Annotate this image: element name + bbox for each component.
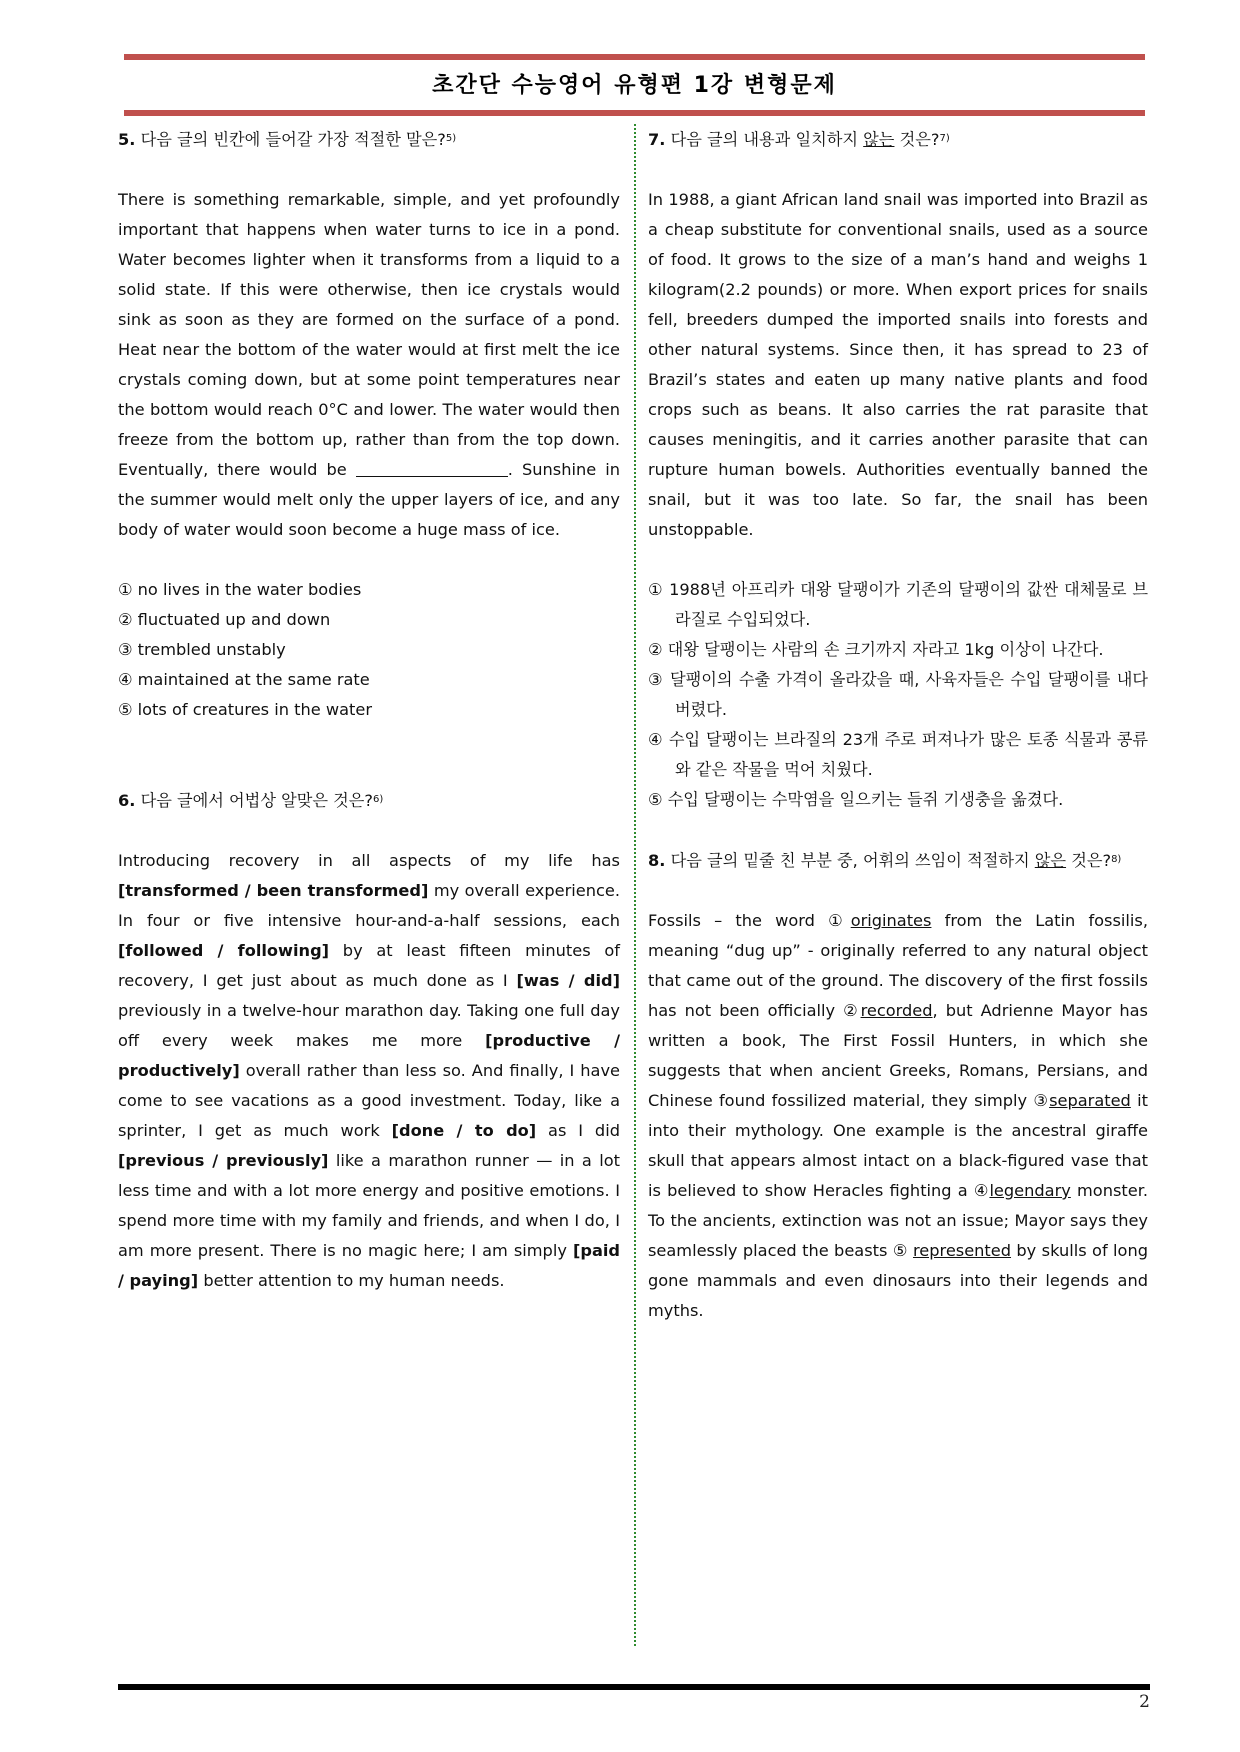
left-column [118, 124, 620, 1296]
option-5[interactable]: ⑤ 수입 달팽이는 수막염을 일으키는 들쥐 기생충을 옮겼다. [648, 790, 1064, 809]
question-5-options [118, 575, 620, 725]
question-8-passage [648, 906, 1148, 1326]
question-7-passage: In 1988, a giant African land snail was imported into Brazil as a cheap substitute for conventional snails, used as a source of food. It grows to the size of a man’s hand and weighs 1 kilogram(2.2 pounds) or more. When export prices for snails fell, breeders dumped the imported snails into forests and other natural systems. Since then, it has spread to 23 of Brazil’s states and eaten up many native plants and food crops such as beans. It also carries the rat parasite that causes meningitis, and it carries another parasite that can rupture human bowels. Authorities eventually banned the snail, but it was too late. So far, the snail has been unstoppable. [648, 190, 1148, 539]
underlined-word: represented [912, 1241, 1012, 1260]
question-number: 8. [648, 851, 666, 870]
grammar-choice: [done / to do] [391, 1121, 537, 1140]
question-6-passage [118, 846, 620, 1296]
option-5[interactable]: ⑤ lots of creatures in the water [118, 700, 372, 719]
question-5-prompt [118, 124, 620, 155]
header-rule-bottom [124, 110, 1145, 116]
underlined-word: legendary [989, 1181, 1071, 1200]
passage-text: . Sunshine in the summer would melt only the upper layers of ice, and any body of water would soon become a huge mass of ice. [118, 460, 620, 539]
option-2[interactable]: ② 대왕 달팽이는 사람의 손 크기까지 자라고 1kg 이상이 나간다. [648, 640, 1104, 659]
question-8-prompt [648, 845, 1148, 876]
grammar-choice: [previous / previously] [118, 1151, 329, 1170]
prompt-text: 것은? [1066, 851, 1112, 870]
footnote-ref: 5) [445, 133, 457, 144]
underlined-word: separated [1049, 1091, 1131, 1110]
option-2[interactable]: ② fluctuated up and down [118, 610, 331, 629]
option-3[interactable]: ③ trembled unstably [118, 640, 286, 659]
page-number: 2 [1139, 1692, 1150, 1712]
question-7 [648, 124, 1148, 815]
prompt-text: 다음 글에서 어법상 알맞은 것은? [135, 791, 374, 810]
option-3[interactable]: ③ 달팽이의 수출 가격이 올라갔을 때, 사육자들은 수입 달팽이를 내다 버렸다. [648, 670, 1148, 719]
question-6-prompt [118, 785, 620, 816]
passage-text: There is something remarkable, simple, and yet profoundly important that happens when water turns to ice in a pond. Water becomes lighter when it transforms from a liquid to a solid state. If this were otherwise, then ice crystals would sink as soon as they are formed on the surface of a pond. Heat near the bottom of the water would at first melt the ice crystals coming down, but at some point temperatures near the bottom would reach 0°C and lower. The water would then freeze from the bottom up, rather than from the top down. Eventually, there would be [118, 190, 620, 479]
passage-text: from the Latin fossilis, meaning “dug up” - originally referred to any natural object that came out of the ground. The discovery of the first fossils has not been officially ② [648, 911, 1148, 1020]
passage-text: as I did [536, 1121, 620, 1140]
right-column [648, 124, 1148, 1326]
grammar-choice: [transformed / been transformed] [118, 881, 429, 900]
grammar-choice: [followed / following] [118, 941, 330, 960]
prompt-emphasis: 않은 [1034, 851, 1067, 870]
passage-text: like a marathon runner — in a lot less time and with a lot more energy and positive emotions. I spend more time with my family and friends, and when I do, I am more present. There is no magic here; I am simply [118, 1151, 620, 1260]
prompt-text: 것은? [894, 130, 940, 149]
question-number: 7. [648, 130, 666, 149]
question-7-prompt [648, 124, 1148, 155]
question-5 [118, 124, 620, 725]
underlined-word: originates [850, 911, 932, 930]
question-5-passage [118, 185, 620, 545]
option-4[interactable]: ④ maintained at the same rate [118, 670, 370, 689]
passage-text: monster. To the ancients, extinction was not an issue; Mayor says they seamlessly placed the beasts ⑤ [648, 1181, 1149, 1260]
passage-text: my overall experience. In four or five intensive hour-and-a-half sessions, each [118, 881, 620, 930]
question-7-options [648, 575, 1148, 815]
header-rule-top [124, 54, 1145, 60]
option-1[interactable]: ① 1988년 아프리카 대왕 달팽이가 기존의 달팽이의 값싼 대체물로 브라질로 수입되었다. [648, 580, 1148, 629]
question-6 [118, 785, 620, 1296]
question-number: 5. [118, 130, 136, 149]
underlined-word: recorded [860, 1001, 933, 1020]
footnote-ref: 8) [1111, 854, 1122, 865]
grammar-choice: [was / did] [516, 971, 620, 990]
passage-text: by skulls of long gone mammals and even dinosaurs into their legends and myths. [648, 1241, 1148, 1320]
page-title: 초간단 수능영어 유형편 1강 변형문제 [432, 73, 837, 98]
passage-text: , but Adrienne Mayor has written a book, The First Fossil Hunters, in which she suggests that when ancient Greeks, Romans, Persians, and Chinese found fossilized material, they simply ③ [648, 1001, 1148, 1110]
option-4[interactable]: ④ 수입 달팽이는 브라질의 23개 주로 퍼져나가 많은 토종 식물과 콩류와 같은 작물을 먹어 치웠다. [648, 730, 1148, 779]
footnote-ref: 6) [373, 794, 384, 805]
prompt-text: 다음 글의 내용과 일치하지 [665, 130, 864, 149]
footnote-ref: 7) [939, 133, 950, 144]
passage-text: by at least fifteen minutes of recovery, I get just about as much done as I [118, 941, 620, 990]
grammar-choice: [productive / productively] [118, 1031, 620, 1080]
question-number: 6. [118, 791, 136, 810]
footer-rule [118, 1684, 1150, 1690]
passage-text: Introducing recovery in all aspects of my life has [118, 851, 620, 870]
passage-text: overall rather than less so. And finally, I have come to see vacations as a good investment. Today, like a sprinter, I get as much work [118, 1061, 620, 1140]
option-1[interactable]: ① no lives in the water bodies [118, 580, 362, 599]
question-8 [648, 845, 1148, 1326]
prompt-text: 다음 글의 밑줄 친 부분 중, 어휘의 쓰임이 적절하지 [665, 851, 1035, 870]
passage-text: Fossils – the word ① [648, 911, 851, 930]
answer-blank [356, 460, 508, 477]
prompt-emphasis: 않는 [863, 130, 895, 149]
passage-text: previously in a twelve-hour marathon day. Taking one full day off every week makes me more [118, 1001, 620, 1050]
prompt-text: 다음 글의 빈칸에 들어갈 가장 적절한 말은? [135, 130, 446, 149]
passage-text: better attention to my human needs. [198, 1271, 505, 1290]
passage-text: it into their mythology. One example is the ancestral giraffe skull that appears almost intact on a black-figured vase that is believed to show Heracles fighting a ④ [648, 1091, 1148, 1200]
column-divider [634, 124, 636, 1646]
grammar-choice: [paid / paying] [118, 1241, 620, 1290]
